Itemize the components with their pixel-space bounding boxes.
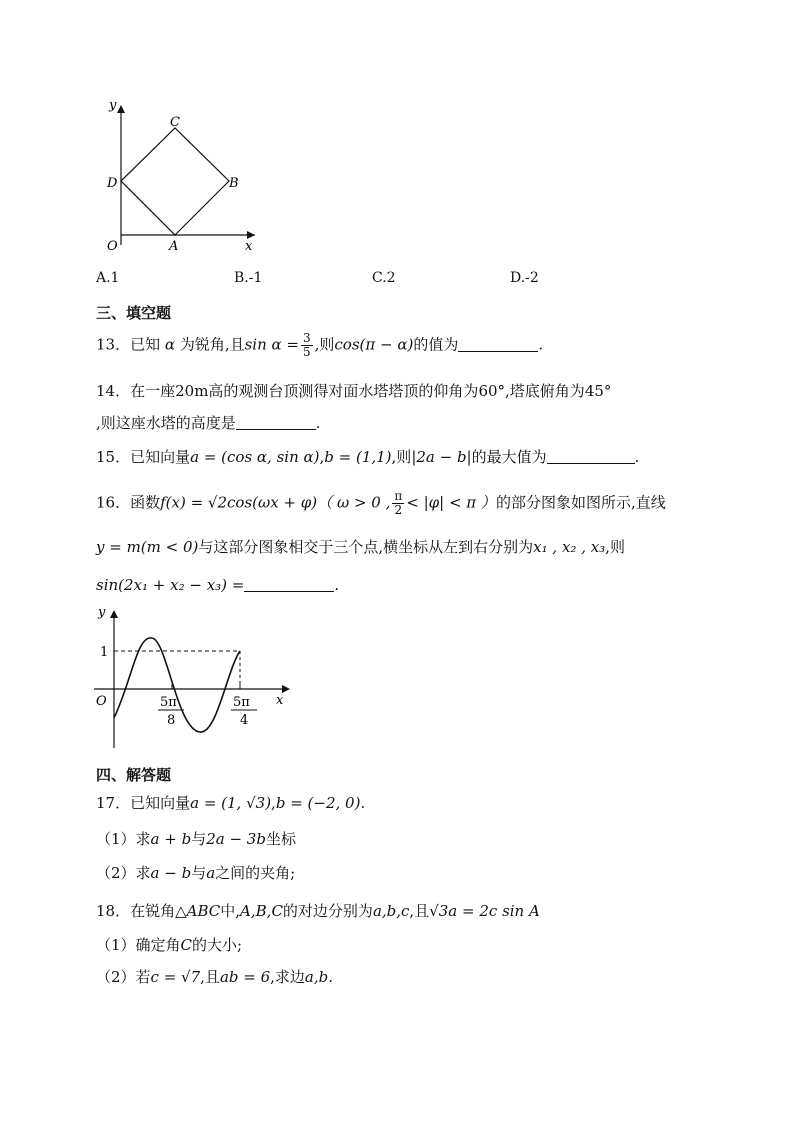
graph-one-label: 1: [100, 645, 109, 660]
tick1-num: 5π: [160, 695, 177, 710]
question-13: 13．已知 α 为锐角,且sin α = $\frac{3}{5}$ ,则cos(π − α)的值为 .: [96, 331, 544, 359]
graph-axis-x: x: [276, 693, 284, 708]
q15-answer-blank[interactable]: [547, 449, 635, 464]
question-16-line2: y = m(m < 0)与这部分图象相交于三个点,横坐标从左到右分别为x₁ , x₂ , x₃,则: [96, 538, 625, 556]
q17-num: 17．: [96, 794, 131, 812]
cosine-graph: [92, 600, 302, 750]
q17-sub2: （2）求a − b与a之间的夹角;: [96, 864, 296, 882]
q18-sub2: （2）若c = √7,且ab = 6,求边a,b.: [96, 968, 334, 986]
graph-axis-y: y: [98, 605, 106, 620]
point-a-label: A: [169, 239, 179, 254]
question-16-line3: sin(2x₁ + x₂ − x₃) = .: [96, 576, 340, 594]
axis-y-label: y: [109, 98, 117, 113]
q14-num: 14．: [96, 382, 131, 400]
q16-num: 16．: [96, 493, 131, 512]
point-b-label: B: [229, 176, 239, 191]
point-o-label: O: [107, 239, 118, 254]
choice-c[interactable]: C.2: [372, 270, 396, 286]
q13-num: 13．: [96, 335, 131, 354]
tick1-den: 8: [167, 713, 176, 728]
section3-title: 三、填空题: [96, 304, 172, 322]
choice-b[interactable]: B.-1: [234, 270, 263, 286]
tick2-num: 5π: [233, 695, 250, 710]
question-14-line2: ,则这座水塔的高度是 .: [96, 414, 321, 432]
q13-answer-blank[interactable]: [458, 337, 538, 352]
question-14-line1: 14．在一座20m高的观测台顶测得对面水塔塔顶的仰角为60°,塔底俯角为45°: [96, 382, 612, 400]
graph-origin: O: [96, 694, 107, 709]
q16-answer-blank[interactable]: [244, 577, 334, 592]
point-d-label: D: [107, 176, 118, 191]
q17-sub1: （1）求a + b与2a − 3b坐标: [96, 830, 296, 848]
tick2-den: 4: [240, 713, 249, 728]
q18-sub1: （1）确定角C的大小;: [96, 936, 243, 954]
question-18: 18．在锐角△ABC中,A,B,C的对边分别为a,b,c,且√3a = 2c sin A: [96, 902, 540, 920]
q14-answer-blank[interactable]: [236, 415, 316, 430]
question-16-line1: 16．函数f(x) = √2cos(ωx + φ)（ ω > 0 , $\frac{\pi}{2}$ < |φ| < π ）的部分图象如图所示,直线: [96, 489, 666, 517]
question-15: 15．已知向量a = (cos α, sin α),b = (1,1),则|2a − b|的最大值为 .: [96, 448, 640, 466]
axis-x-label: x: [245, 239, 253, 254]
q18-num: 18．: [96, 902, 131, 920]
q15-num: 15．: [96, 448, 131, 466]
q13-fraction: $\frac{3}{5}$: [302, 331, 311, 359]
square-figure: [95, 95, 265, 255]
choice-a[interactable]: A.1: [96, 270, 120, 286]
section4-title: 四、解答题: [96, 766, 172, 784]
cosine-curve: [114, 638, 240, 732]
choice-d[interactable]: D.-2: [510, 270, 539, 286]
point-c-label: C: [170, 115, 180, 130]
question-17: 17．已知向量a = (1, √3),b = (−2, 0).: [96, 794, 366, 812]
q16-fraction: $\frac{\pi}{2}$: [394, 489, 403, 517]
